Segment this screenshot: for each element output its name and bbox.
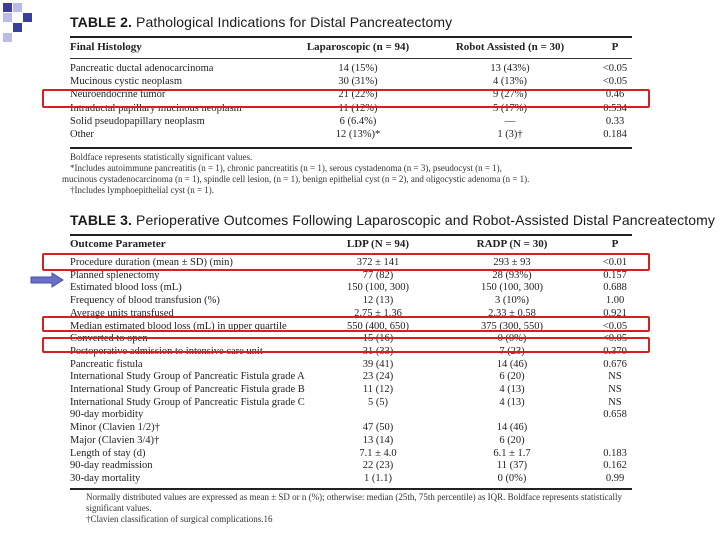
row-value: 13 (14) bbox=[362, 434, 394, 446]
row-label: Pancreatic ductal adenocarcinoma bbox=[70, 63, 214, 74]
row-value: 22 (23) bbox=[362, 460, 394, 472]
row-value: 550 (400, 650) bbox=[346, 320, 410, 332]
table-row bbox=[70, 435, 632, 447]
row-value: 7.1 ± 4.0 bbox=[359, 447, 397, 459]
table2-header-rule bbox=[70, 58, 632, 59]
row-value: 0.99 bbox=[605, 472, 625, 484]
table2-col-laparoscopic: Laparoscopic (n = 94) bbox=[306, 41, 410, 53]
table-row bbox=[70, 371, 632, 383]
row-value: 5 (5) bbox=[367, 396, 389, 408]
table3-top-rule bbox=[70, 234, 632, 236]
row-label: Pancreatic fistula bbox=[70, 358, 143, 370]
table3-col-ldp: LDP (N = 94) bbox=[346, 238, 410, 250]
deco-square bbox=[13, 3, 22, 12]
row-value: 12 (13%)* bbox=[335, 129, 381, 140]
table-row bbox=[70, 282, 632, 294]
table3-footnote: significant values. bbox=[86, 503, 152, 513]
row-value: 14 (46) bbox=[496, 358, 528, 370]
row-value: 0.688 bbox=[603, 282, 627, 294]
row-label: Mucinous cystic neoplasm bbox=[70, 76, 182, 88]
row-value: 375 (300, 550) bbox=[480, 320, 544, 332]
table3-header bbox=[70, 238, 632, 254]
table2-top-rule bbox=[70, 36, 632, 38]
row-value: 31 (33) bbox=[362, 345, 394, 357]
row-value: — bbox=[504, 115, 516, 127]
table-row bbox=[70, 448, 632, 460]
deco-square bbox=[3, 13, 12, 22]
row-label: Median estimated blood loss (mL) in upper quartile bbox=[70, 320, 287, 332]
row-label: Frequency of blood transfusion (%) bbox=[70, 295, 220, 307]
row-value: <0.05 bbox=[602, 320, 628, 332]
table-row bbox=[70, 384, 632, 396]
row-value: 5 (17%) bbox=[492, 102, 528, 114]
table2-label: TABLE 2. bbox=[70, 14, 132, 30]
deco-square bbox=[13, 23, 22, 32]
row-value: 9 (27%) bbox=[492, 89, 528, 101]
row-value: 0.33 bbox=[605, 115, 625, 127]
table2-col-robot: Robot Assisted (n = 30) bbox=[455, 41, 565, 53]
row-value: 150 (100, 300) bbox=[346, 282, 410, 294]
row-value: NS bbox=[608, 371, 622, 383]
table-row bbox=[70, 116, 632, 128]
row-value: 77 (82) bbox=[362, 269, 394, 281]
table-row bbox=[70, 270, 632, 282]
row-value: 1 (1.1) bbox=[364, 472, 392, 484]
row-label: 90-day morbidity bbox=[70, 409, 144, 421]
row-value: 0.162 bbox=[603, 460, 627, 472]
row-value: 14 (46) bbox=[496, 422, 528, 434]
row-label: Solid pseudopapillary neoplasm bbox=[70, 115, 205, 127]
row-value: <0.01 bbox=[602, 257, 628, 268]
row-value: 293 ± 93 bbox=[493, 257, 531, 268]
row-value: 372 ± 141 bbox=[356, 257, 400, 268]
row-value: 1.00 bbox=[605, 295, 625, 307]
row-label: Other bbox=[70, 129, 94, 140]
table3-title-text: Perioperative Outcomes Following Laparoscopic and Robot-Assisted Distal Pancreatectomy bbox=[136, 212, 715, 228]
table-row bbox=[70, 129, 632, 141]
table-row bbox=[70, 397, 632, 409]
table2-footnote: †Includes lymphoepithelial cyst (n = 1). bbox=[70, 185, 215, 195]
row-value: 11 (37) bbox=[496, 460, 528, 472]
table3-col-p: P bbox=[611, 238, 619, 250]
table2-col-histology: Final Histology bbox=[70, 41, 142, 53]
row-value: 150 (100, 300) bbox=[480, 282, 544, 294]
row-value: 0.921 bbox=[603, 307, 627, 319]
row-value: 2.75 ± 1.36 bbox=[354, 307, 402, 319]
table2-bottom-rule bbox=[70, 147, 632, 149]
row-value: <0.05 bbox=[602, 63, 628, 74]
table2-footnote: Boldface represents statistically significant values. bbox=[70, 152, 253, 162]
table2-footnote: *Includes autoimmune pancreatitis (n = 1), chronic pancreatitis (n = 1), serous cystadenoma (n = 3), pseudocyst (n = 1), bbox=[70, 163, 502, 173]
table3-bottom-rule bbox=[70, 488, 632, 490]
row-value: 11 (12) bbox=[362, 384, 394, 395]
row-value: 6.1 ± 1.7 bbox=[493, 447, 531, 459]
table-row bbox=[70, 295, 632, 307]
table3-col-radp: RADP (N = 30) bbox=[476, 238, 548, 250]
row-value: 47 (50) bbox=[362, 422, 394, 434]
row-label: Average units transfused bbox=[70, 307, 174, 319]
table-row bbox=[70, 409, 632, 421]
row-value: 0.184 bbox=[603, 129, 627, 140]
row-value: 6 (20) bbox=[499, 371, 525, 383]
row-value: 15 (16) bbox=[362, 333, 394, 345]
row-label: Converted to open bbox=[70, 333, 148, 345]
row-value: 0.370 bbox=[603, 345, 627, 357]
row-value: 3 (10%) bbox=[494, 295, 530, 307]
table-row bbox=[70, 63, 632, 75]
row-value: 12 (13) bbox=[362, 295, 394, 307]
row-label: 90-day readmission bbox=[70, 460, 153, 472]
row-value: 0 (0%) bbox=[497, 333, 527, 345]
row-label: Minor (Clavien 1/2)† bbox=[70, 422, 160, 434]
row-value: 0 (0%) bbox=[497, 472, 527, 484]
row-value: <0.05 bbox=[602, 333, 628, 345]
row-label: Planned splenectomy bbox=[70, 269, 160, 281]
row-label: 30-day mortality bbox=[70, 472, 141, 484]
deco-square bbox=[3, 33, 12, 42]
row-label: Major (Clavien 3/4)† bbox=[70, 434, 160, 446]
row-value: 0.183 bbox=[603, 447, 627, 459]
table-row bbox=[70, 76, 632, 88]
highlight-procedure-duration-row bbox=[42, 253, 650, 271]
table-row bbox=[70, 473, 632, 485]
row-value: 0.676 bbox=[603, 358, 627, 370]
row-value: 4 (13) bbox=[499, 384, 525, 395]
row-label: International Study Group of Pancreatic Fistula grade B bbox=[70, 384, 305, 395]
row-value: 13 (43%) bbox=[490, 63, 530, 74]
row-value: 23 (24) bbox=[362, 371, 394, 383]
row-value: 21 (22%) bbox=[338, 89, 378, 101]
row-label: Length of stay (d) bbox=[70, 447, 146, 459]
row-value: NS bbox=[608, 384, 622, 395]
table-row bbox=[70, 460, 632, 472]
row-value: 30 (31%) bbox=[338, 76, 378, 88]
table2-title-text: Pathological Indications for Distal Pancreatectomy bbox=[136, 14, 453, 30]
arrow-right-icon bbox=[30, 272, 64, 288]
row-value: 0.534 bbox=[603, 102, 627, 114]
table3-col-parameter: Outcome Parameter bbox=[70, 238, 166, 250]
row-value: <0.05 bbox=[602, 76, 628, 88]
row-label: Intraductal papillary mucinous neoplasm bbox=[70, 102, 242, 114]
table3-footnote: †Clavien classification of surgical complications.16 bbox=[86, 514, 273, 524]
row-label: Neuroendocrine tumor bbox=[70, 89, 166, 101]
row-value: 14 (15%) bbox=[338, 63, 378, 74]
row-label: Procedure duration (mean ± SD) (min) bbox=[70, 257, 233, 268]
deco-square bbox=[23, 13, 32, 22]
row-label: Estimated blood loss (mL) bbox=[70, 282, 182, 294]
row-value: 28 (93%) bbox=[492, 269, 532, 281]
row-label: International Study Group of Pancreatic Fistula grade C bbox=[70, 396, 305, 408]
row-value: 11 (12%) bbox=[338, 102, 378, 114]
highlight-converted-row bbox=[42, 337, 650, 353]
table3-label: TABLE 3. bbox=[70, 212, 132, 228]
table2-title bbox=[70, 14, 452, 30]
table-row bbox=[70, 422, 632, 434]
row-value: 6 (6.4%) bbox=[339, 115, 377, 127]
row-value: 2.33 ± 0.58 bbox=[488, 307, 536, 319]
row-label: International Study Group of Pancreatic Fistula grade A bbox=[70, 371, 305, 383]
highlight-blood-loss-row bbox=[42, 316, 650, 332]
row-value: 0.157 bbox=[603, 269, 627, 281]
row-value: 6 (20) bbox=[499, 434, 525, 446]
table2-header bbox=[70, 41, 632, 57]
table2-footnotes bbox=[62, 152, 635, 196]
highlight-neuroendocrine-row bbox=[42, 89, 650, 108]
row-value: 39 (41) bbox=[362, 358, 394, 370]
table2-footnote: mucinous cystadenocarcinoma (n = 1), spindle cell lesion, (n = 1), benign epithelial cyst (n = 2), and oligocystic adenoma (n = 1). bbox=[62, 174, 530, 184]
deco-square bbox=[3, 3, 12, 12]
row-value: 4 (13) bbox=[499, 396, 525, 408]
row-value: 7 (23) bbox=[499, 345, 525, 357]
row-value: 4 (13%) bbox=[492, 76, 528, 88]
row-label: Postoperative admission to intensive care unit bbox=[70, 345, 263, 357]
row-value: 0.658 bbox=[603, 409, 627, 421]
table3-footnote: Normally distributed values are expressed as mean ± SD or n (%); otherwise: median (25th, 75th percentile) as IQR. Boldface represents statistically bbox=[86, 492, 623, 502]
table-row bbox=[70, 359, 632, 371]
row-value: 0.46 bbox=[605, 89, 625, 101]
row-value: NS bbox=[608, 396, 622, 408]
table3-title bbox=[70, 212, 715, 228]
table2-col-p: P bbox=[611, 41, 619, 53]
row-value: 1 (3)† bbox=[497, 129, 523, 140]
table3-footnotes bbox=[86, 492, 636, 525]
